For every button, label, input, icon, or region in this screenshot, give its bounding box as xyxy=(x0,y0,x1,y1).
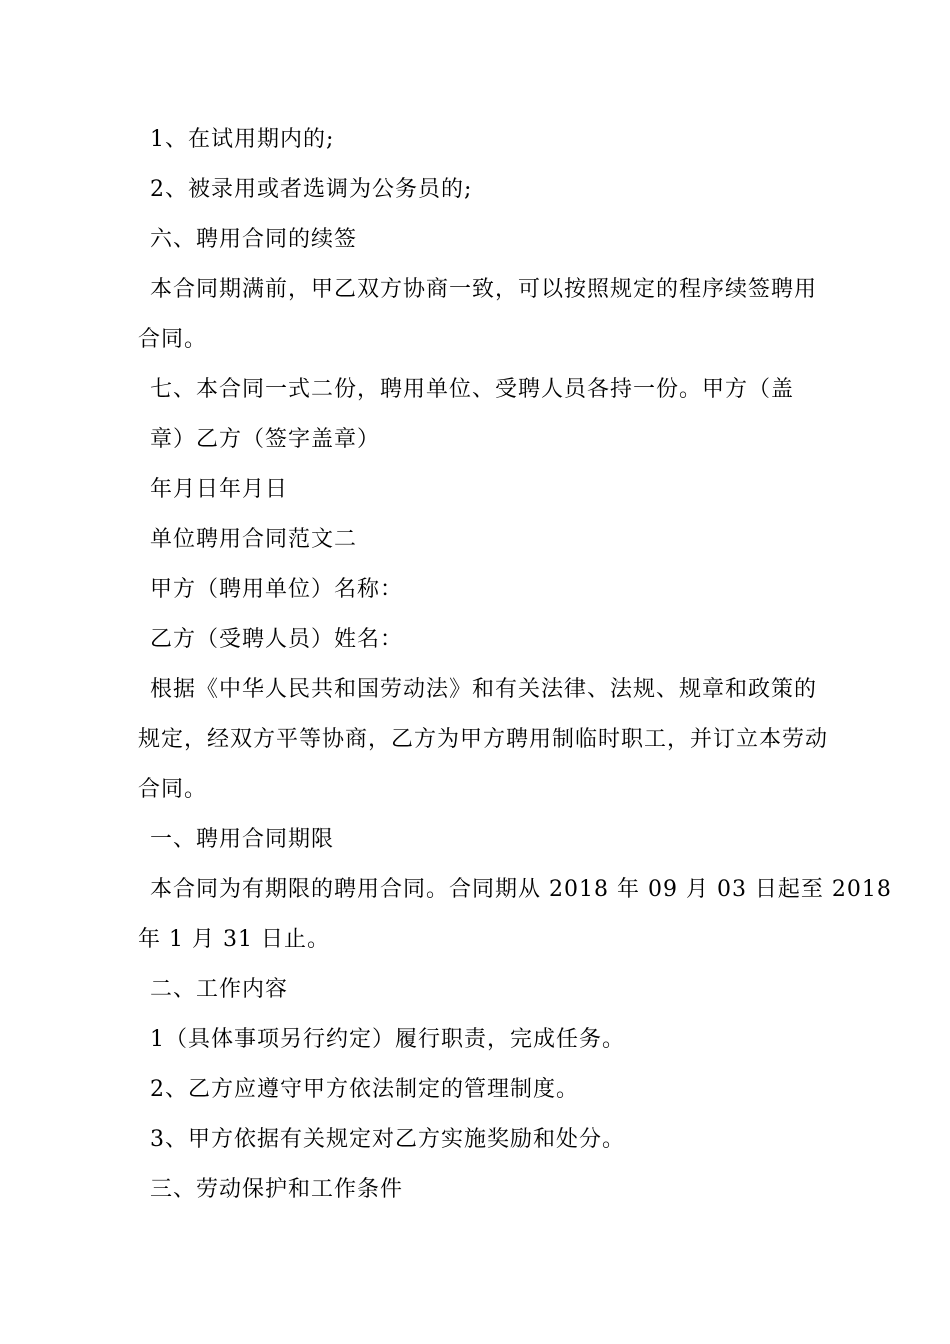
paragraph-line: 本合同期满前，甲乙双方协商一致，可以按照规定的程序续签聘用 xyxy=(150,277,818,302)
document-body xyxy=(138,115,892,1215)
document-subtitle: 单位聘用合同范文二 xyxy=(150,527,358,552)
list-item: 3、甲方依据有关规定对乙方实施奖励和处分。 xyxy=(150,1127,625,1152)
section-heading: 一、聘用合同期限 xyxy=(150,827,335,852)
section-heading: 七、本合同一式二份，聘用单位、受聘人员各持一份。甲方（盖 xyxy=(150,377,795,402)
section-heading: 六、聘用合同的续签 xyxy=(150,227,358,252)
date-line: 年月日年月日 xyxy=(150,477,289,502)
list-item: 1（具体事项另行约定）履行职责，完成任务。 xyxy=(150,1027,625,1052)
paragraph-line: 1、在试用期内的; xyxy=(150,127,335,152)
paragraph-line: 章）乙方（签字盖章） xyxy=(150,427,381,452)
paragraph-line: 规定，经双方平等协商，乙方为甲方聘用制临时职工，并订立本劳动 xyxy=(138,727,829,752)
list-item: 2、乙方应遵守甲方依法制定的管理制度。 xyxy=(150,1077,579,1102)
section-heading: 二、工作内容 xyxy=(150,977,289,1002)
paragraph-line: 合同。 xyxy=(138,777,208,802)
paragraph-line: 本合同为有期限的聘用合同。合同期从 2018 年 09 月 03 日起至 2018 xyxy=(150,877,892,902)
section-heading: 三、劳动保护和工作条件 xyxy=(150,1177,404,1202)
paragraph-line: 根据《中华人民共和国劳动法》和有关法律、法规、规章和政策的 xyxy=(150,677,818,702)
party-a-line: 甲方（聘用单位）名称： xyxy=(150,577,404,602)
paragraph-line: 年 1 月 31 日止。 xyxy=(138,927,330,952)
party-b-line: 乙方（受聘人员）姓名： xyxy=(150,627,404,652)
paragraph-line: 2、被录用或者选调为公务员的; xyxy=(150,177,473,202)
paragraph-line: 合同。 xyxy=(138,327,208,352)
